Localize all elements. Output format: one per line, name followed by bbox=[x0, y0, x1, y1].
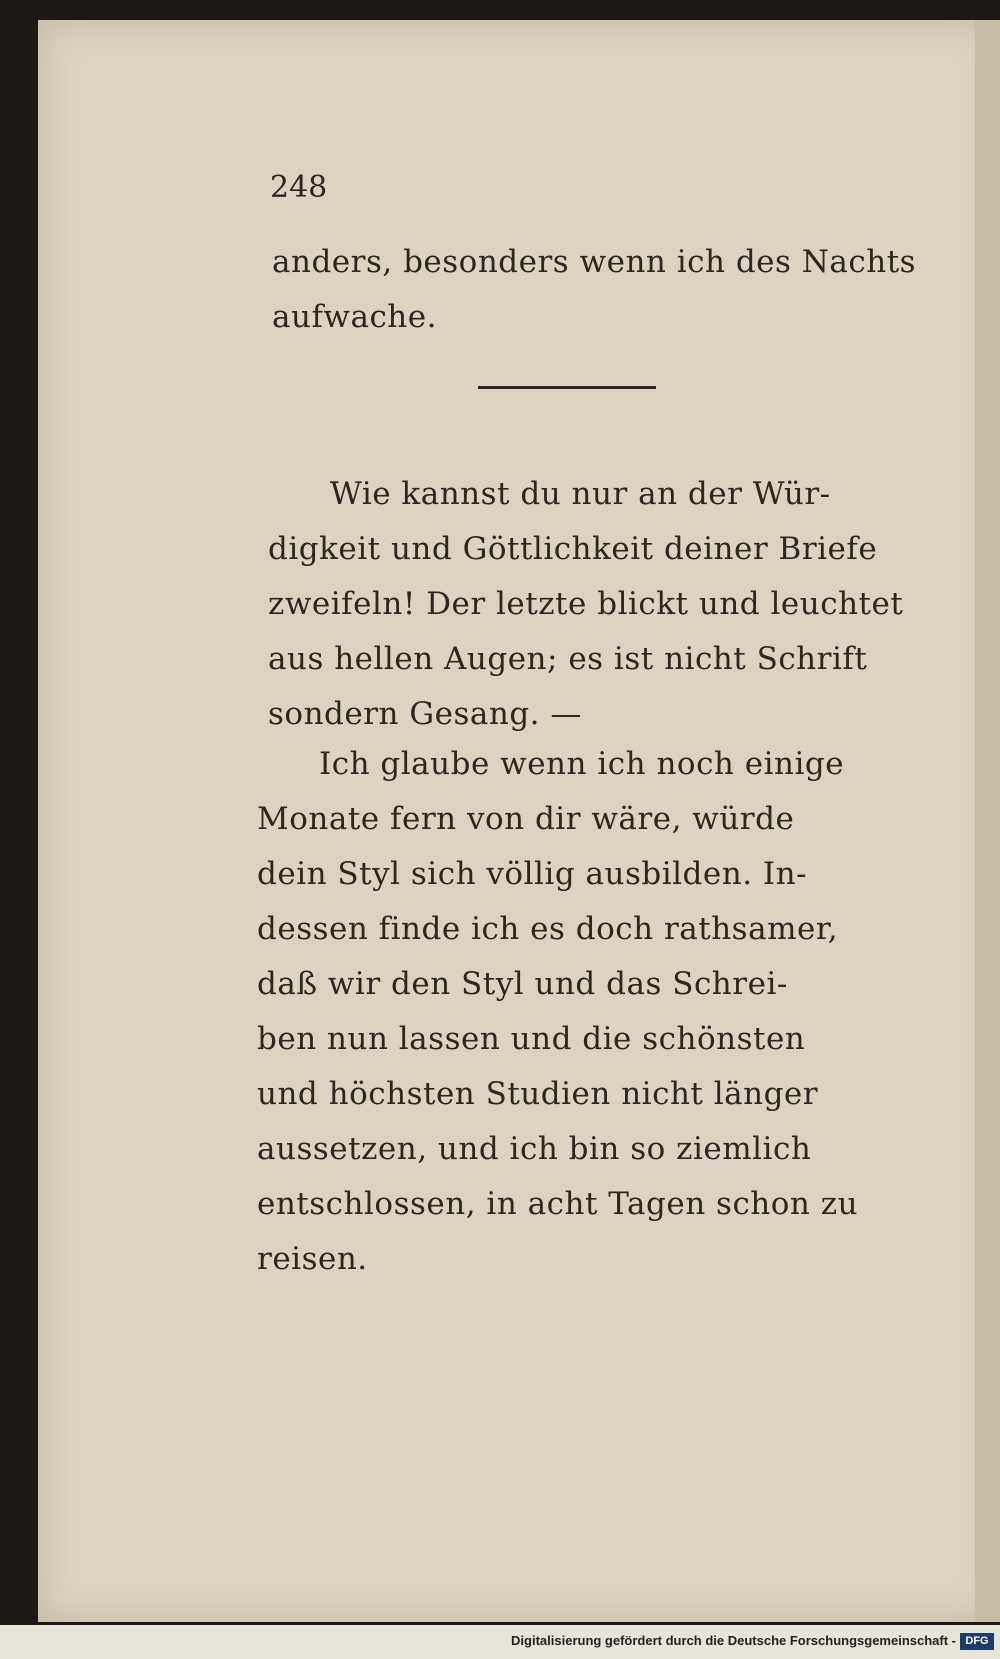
text-line: daß wir den Styl und das Schrei- bbox=[257, 966, 788, 1002]
text-line: anders, besonders wenn ich des Nachts bbox=[272, 244, 917, 280]
text-line: dessen finde ich es doch rathsamer, bbox=[257, 911, 839, 947]
paragraph-2 bbox=[268, 467, 904, 742]
paragraph-3 bbox=[257, 737, 857, 1287]
text-line: sondern Gesang. — bbox=[268, 696, 582, 732]
text-line: digkeit und Göttlichkeit deiner Briefe bbox=[268, 531, 878, 567]
text-line: dein Styl sich völlig ausbilden. In- bbox=[257, 856, 808, 892]
section-divider bbox=[478, 386, 656, 389]
text-line: reisen. bbox=[257, 1241, 368, 1277]
page-number: 248 bbox=[270, 170, 328, 205]
dfg-logo-icon: DFG bbox=[960, 1633, 994, 1650]
text-line: und höchsten Studien nicht länger bbox=[257, 1076, 819, 1112]
funding-credit: Digitalisierung gefördert durch die Deutsche Forschungsgemeinschaft - bbox=[511, 1633, 956, 1648]
text-line: aus hellen Augen; es ist nicht Schrift bbox=[268, 641, 868, 677]
text-line: ben nun lassen und die schönsten bbox=[257, 1021, 806, 1057]
text-line: aufwache. bbox=[272, 299, 437, 335]
text-line: aussetzen, und ich bin so ziemlich bbox=[257, 1131, 812, 1167]
text-line: zweifeln! Der letzte blickt und leuchtet bbox=[268, 586, 904, 622]
text-line: entschlossen, in acht Tagen schon zu bbox=[257, 1186, 859, 1222]
text-line: Monate fern von dir wäre, würde bbox=[257, 801, 795, 837]
text-line: Ich glaube wenn ich noch einige bbox=[319, 746, 845, 782]
page-edge bbox=[975, 20, 1000, 1622]
paragraph-1 bbox=[272, 235, 917, 345]
footer-bar bbox=[0, 1625, 1000, 1659]
text-line: Wie kannst du nur an der Wür- bbox=[330, 476, 831, 512]
